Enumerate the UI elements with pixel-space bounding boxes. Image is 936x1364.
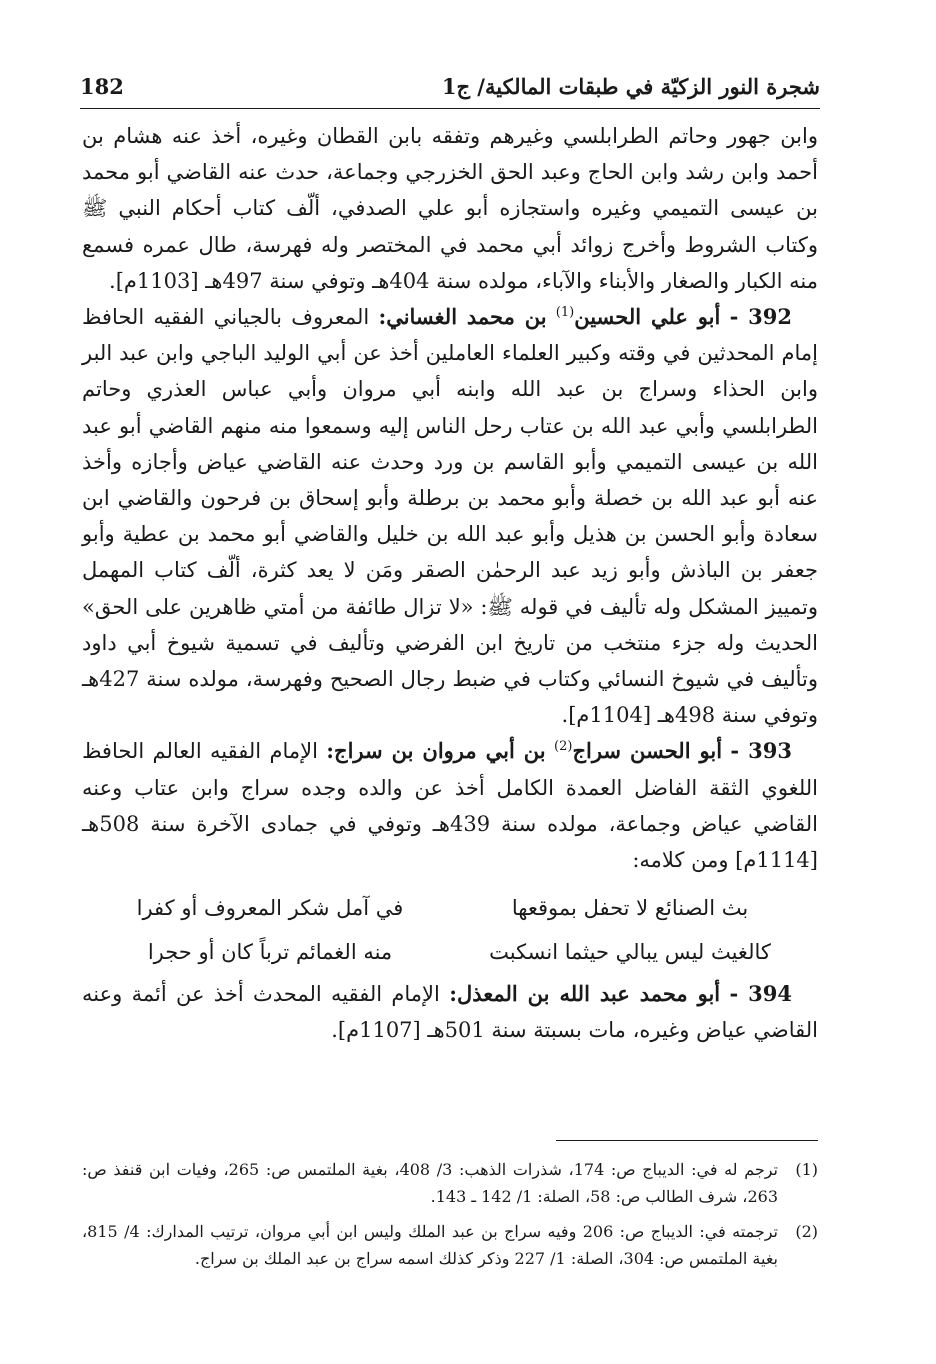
footnote-text: ترجم له في: الديباج ص: 174، شذرات الذهب: 3/ 408، بغية الملتمس ص: 265، وفيات ابن قنفذ ص: 263، شرف الطالب ص: 58، الصلة: 1/ 142 ـ 143. — [82, 1160, 779, 1206]
entry-number: 393 - — [730, 738, 792, 764]
verse-second-hemistich: في آمل شكر المعروف أو كفرا — [136, 896, 404, 921]
footnotes — [82, 1156, 818, 1280]
entry-text: الإمام الفقيه المحدث أخذ عن أئمة وعنه القاضي عياض وغيره، مات بسبتة سنة 501هـ [1107م]. — [82, 982, 818, 1043]
entry-text: الإمام الفقيه العالم الحافظ اللغوي الثقة الفاضل العمدة الكامل أخذ عن والده وجده سراج وابن عتاب وعنه القاضي عياض وجماعة، مولده سنة 439هـ وتوفي في جمادى الآخرة سنة 508هـ [1114م] ومن كلامه: — [82, 739, 818, 873]
entry-number: 394 - — [729, 981, 792, 1007]
entry-name-rest: بن محمد الغساني: — [378, 304, 547, 330]
header-rule — [80, 108, 820, 109]
footnote-text: ترجمته في: الديباج ص: 206 وفيه سراج بن عبد الملك وليس ابن أبي مروان، ترتيب المدارك: 4/ 815، بغية الملتمس ص: 304، الصلة: 1/ 227 وذكر كذلك اسمه سراج بن عبد الملك بن سراج. — [82, 1222, 778, 1268]
footnote-rule — [556, 1140, 818, 1141]
footnote — [82, 1156, 818, 1210]
footnote-ref: (1) — [555, 305, 575, 321]
page-header — [80, 66, 820, 106]
footnote — [82, 1218, 818, 1272]
footnote-number: (1) — [795, 1160, 818, 1179]
poem-verse — [110, 886, 790, 930]
running-title: شجرة النور الزكيّة في طبقات المالكية/ ج1 — [441, 73, 820, 99]
page-number: 182 — [80, 73, 124, 99]
entry-name: أبو علي الحسين — [574, 304, 721, 330]
entry-name: أبو محمد عبد الله بن المعذل: — [449, 981, 721, 1007]
footnote-number: (2) — [795, 1222, 818, 1241]
entry-text: المعروف بالجياني الفقيه الحافظ إمام المحدثين في وقته وكبير العلماء العاملين أخذ عن أبي الوليد الباجي وابن عبد البر وابن الحذاء وسراج بن عبد الله وابنه أبي مروان وأبي عباس العذري وحاتم الطرابلسي وأبي عبد الله بن عتاب رحل الناس إليه وسمعوا منه منهم القاضي أبو عبد الله بن عيسى التميمي وأبو القاسم بن ورد وحدث عنه القاضي عياض وأجازه وأخذ عنه أبو عبد الله بن خصلة وأبو محمد بن برطلة وأبو إسحاق بن فرحون والقاضي ابن سعادة وأبو الحسن بن هذيل وأبو عبد الله بن خليل والقاضي أبو محمد بن عطية وأبو جعفر بن الباذش وأبو زيد عبد الرحمٰن الصقر ومَن لا يعد كثرة، ألّف كتاب المهمل وتمييز المشكل وله تأليف في قوله ﷺ: «لا تزال طائفة من أمتي ظاهرين على الحق» الحديث وله جزء منتخب من تاريخ ابن الفرضي وتأليف في تسمية شيوخ أبي داود وتأليف في شيوخ النسائي وكتاب في ضبط رجال الصحيح وفهرسة، مولده سنة 427هـ وتوفي سنة 498هـ [1104م]. — [82, 305, 818, 728]
entry-393 — [82, 733, 818, 878]
verse-first-hemistich: بث الصنائع لا تحفل بموقعها — [511, 896, 749, 921]
entry-392 — [82, 299, 818, 733]
main-text — [82, 118, 818, 1049]
footnote-ref: (2) — [554, 739, 573, 755]
poem — [110, 886, 790, 974]
verse-first-hemistich: كالغيث ليس يبالي حيثما انسكبت — [489, 940, 771, 965]
poem-verse — [110, 930, 790, 974]
entry-name-rest: بن أبي مروان بن سراج: — [326, 738, 546, 764]
intro-paragraph: وابن جهور وحاتم الطرابلسي وغيرهم وتفقه بابن القطان وغيره، أخذ عنه هشام بن أحمد وابن رشد وابن الحاج وعبد الحق الخزرجي وجماعة، حدث عنه القاضي أبو محمد بن عيسى التميمي وغيره واستجازه أبو علي الصدفي، ألّف كتاب أحكام النبي ﷺ وكتاب الشروط وأخرج زوائد أبي محمد في المختصر وله فهرسة، طال عمره فسمع منه الكبار والصغار والأبناء والآباء، مولده سنة 404هـ وتوفي سنة 497هـ [1103م]. — [82, 124, 818, 293]
entry-number: 392 - — [729, 304, 792, 330]
entry-394 — [82, 976, 818, 1048]
entry-name: أبو الحسن سراج — [572, 738, 723, 764]
verse-second-hemistich: منه الغمائم ترباً كان أو حجرا — [147, 940, 393, 965]
